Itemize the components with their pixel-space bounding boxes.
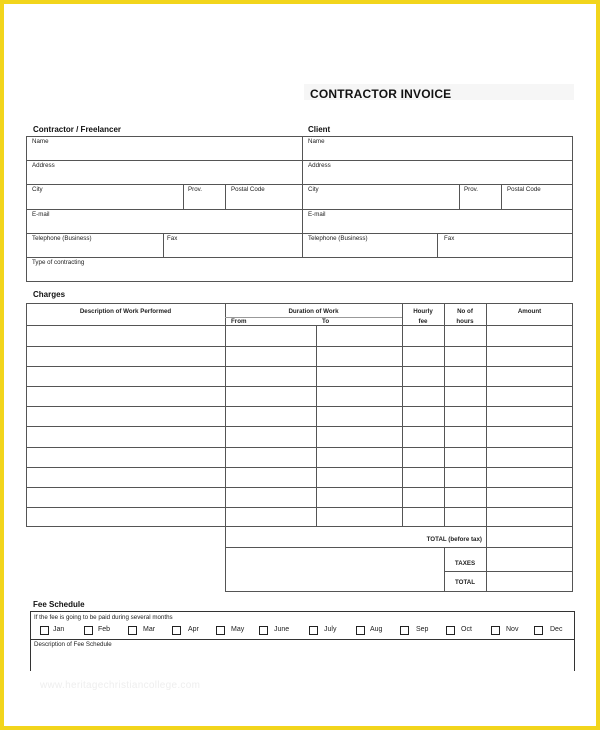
client-email-field[interactable]: E-mail <box>308 211 326 218</box>
column-header-hourly: Hourly <box>413 308 433 315</box>
grid-line <box>459 184 460 209</box>
contractor-city-field[interactable]: City <box>32 186 43 193</box>
month-label-may: May <box>231 626 245 633</box>
table-row[interactable] <box>26 325 573 326</box>
table-row[interactable] <box>26 346 573 347</box>
column-header-no-of: No of <box>457 308 473 315</box>
grid-line <box>225 184 226 209</box>
table-column-line <box>225 303 226 527</box>
client-telephone-field[interactable]: Telephone (Business) <box>308 235 368 242</box>
grid-line <box>26 233 573 234</box>
checkbox-sep[interactable] <box>400 626 409 635</box>
month-label-dec: Dec <box>550 626 563 633</box>
checkbox-nov[interactable] <box>491 626 500 635</box>
checkbox-oct[interactable] <box>446 626 455 635</box>
taxes-value[interactable] <box>487 548 572 570</box>
fee-schedule-note: If the fee is going to be paid during several months <box>34 614 173 621</box>
contractor-prov-field[interactable]: Prov. <box>188 186 202 193</box>
table-row[interactable] <box>26 426 573 427</box>
taxes-label: TAXES <box>454 560 476 567</box>
table-row[interactable] <box>26 487 573 488</box>
contracting-type-field[interactable]: Type of contracting <box>32 259 85 266</box>
page-title: CONTRACTOR INVOICE <box>310 87 452 101</box>
grid-line <box>183 184 184 209</box>
charges-table <box>26 303 573 527</box>
grid-line <box>437 233 438 257</box>
table-row[interactable] <box>26 507 573 508</box>
contractor-postal-field[interactable]: Postal Code <box>231 186 265 193</box>
client-fax-field[interactable]: Fax <box>444 235 455 242</box>
grid-line <box>26 160 573 161</box>
grid-line <box>26 209 573 210</box>
grid-line <box>26 257 573 258</box>
grid-divider <box>302 136 303 258</box>
fee-schedule-description-field[interactable]: Description of Fee Schedule <box>34 641 112 648</box>
contractor-email-field[interactable]: E-mail <box>32 211 50 218</box>
month-label-feb: Feb <box>98 626 111 633</box>
month-label-nov: Nov <box>506 626 519 633</box>
month-label-june: June <box>274 626 290 633</box>
watermark-text: www.heritagechristiancollege.com <box>40 680 201 691</box>
column-header-amount: Amount <box>517 308 542 315</box>
duration-subheader-line <box>225 317 402 318</box>
table-column-line <box>444 303 445 527</box>
client-address-field[interactable]: Address <box>308 162 331 169</box>
client-name-field[interactable]: Name <box>308 138 325 145</box>
column-header-description: Description of Work Performed <box>79 308 172 315</box>
column-header-duration: Duration of Work <box>288 308 339 315</box>
checkbox-apr[interactable] <box>172 626 181 635</box>
invoice-page <box>4 4 596 726</box>
month-label-jan: Jan <box>53 626 65 633</box>
month-label-july: July <box>324 626 337 633</box>
checkbox-feb[interactable] <box>84 626 93 635</box>
total-before-tax-value[interactable] <box>487 527 572 547</box>
charges-heading: Charges <box>33 290 66 299</box>
month-label-sep: Sep <box>416 626 429 633</box>
table-row[interactable] <box>26 467 573 468</box>
column-header-fee: fee <box>418 318 428 325</box>
grid-line <box>501 184 502 209</box>
contractor-heading: Contractor / Freelancer <box>33 125 122 134</box>
table-column-line <box>486 303 487 527</box>
client-postal-field[interactable]: Postal Code <box>507 186 541 193</box>
checkbox-mar[interactable] <box>128 626 137 635</box>
table-row[interactable] <box>26 406 573 407</box>
checkbox-aug[interactable] <box>356 626 365 635</box>
client-heading: Client <box>308 125 331 134</box>
fee-schedule-line <box>30 639 575 640</box>
client-prov-field[interactable]: Prov. <box>464 186 478 193</box>
checkbox-july[interactable] <box>309 626 318 635</box>
month-label-mar: Mar <box>143 626 156 633</box>
checkbox-dec[interactable] <box>534 626 543 635</box>
grid-line <box>26 184 573 185</box>
column-header-hours: hours <box>456 318 474 325</box>
month-label-oct: Oct <box>461 626 472 633</box>
month-label-aug: Aug <box>370 626 383 633</box>
month-label-apr: Apr <box>188 626 199 633</box>
contractor-name-field[interactable]: Name <box>32 138 49 145</box>
table-row[interactable] <box>26 366 573 367</box>
client-city-field[interactable]: City <box>308 186 319 193</box>
table-column-line <box>402 303 403 527</box>
table-row[interactable] <box>26 386 573 387</box>
contractor-fax-field[interactable]: Fax <box>167 235 178 242</box>
column-header-from: From <box>231 318 247 325</box>
fee-schedule-heading: Fee Schedule <box>33 600 85 609</box>
table-row[interactable] <box>26 447 573 448</box>
contractor-telephone-field[interactable]: Telephone (Business) <box>32 235 92 242</box>
total-label: TOTAL <box>454 579 476 586</box>
checkbox-june[interactable] <box>259 626 268 635</box>
contractor-address-field[interactable]: Address <box>32 162 55 169</box>
checkbox-jan[interactable] <box>40 626 49 635</box>
total-before-tax-label: TOTAL (before tax) <box>426 536 482 543</box>
grid-line <box>163 233 164 257</box>
column-header-to: To <box>322 318 330 325</box>
total-value[interactable] <box>487 572 572 591</box>
checkbox-may[interactable] <box>216 626 225 635</box>
